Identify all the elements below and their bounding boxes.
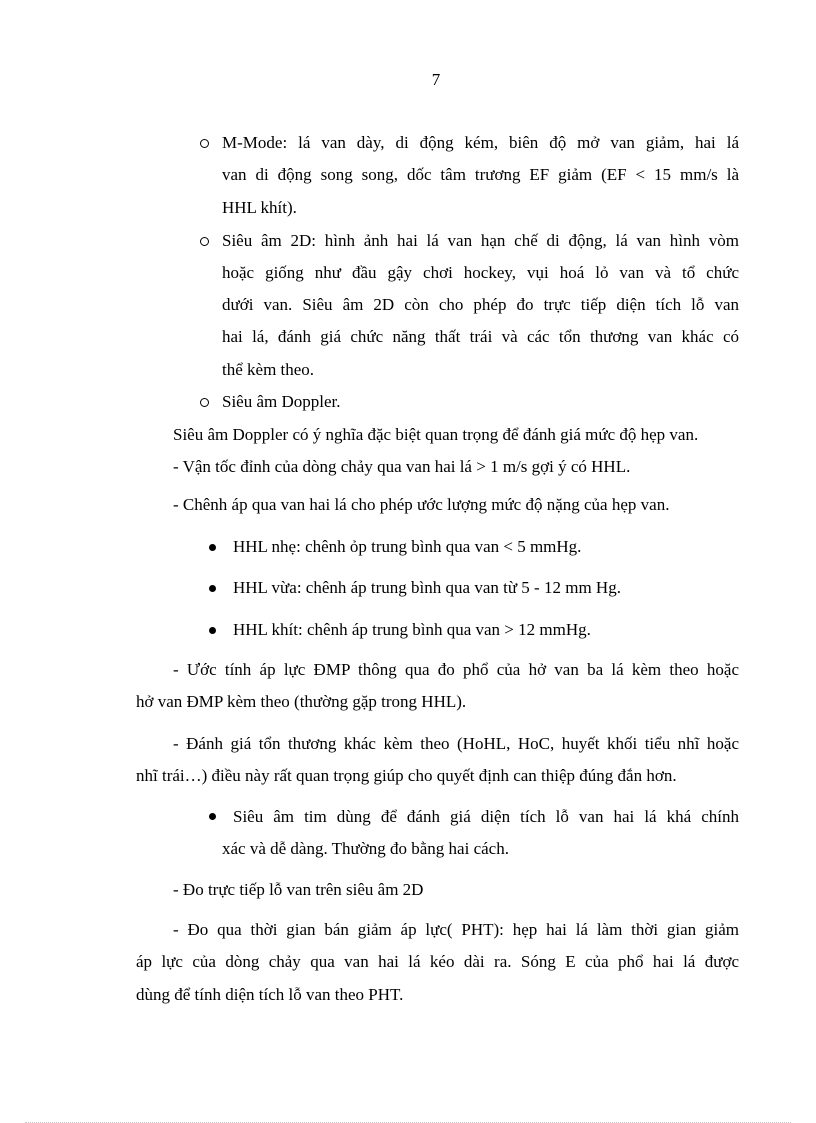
doppler-item: Siêu âm Doppler. [222,392,341,411]
dot-bullet-icon [209,544,216,551]
peak-velocity: - Vận tốc đỉnh của dòng chảy qua van hai lá > 1 m/s gợi ý có HHL. [173,457,631,476]
2d-line-3: dưới van. Siêu âm 2D còn cho phép đo trực tiếp diện tích lỗ van [222,295,739,314]
2d-line-5: thể kèm theo. [222,360,315,379]
pap-line-2: hở van ĐMP kèm theo (thường gặp trong HHL). [136,692,467,711]
page-number: 7 [431,70,441,89]
lesions-line-1: - Đánh giá tổn thương khác kèm theo (HoHL, HoC, huyết khối tiểu nhĩ hoặc [173,734,739,753]
doppler-intro: Siêu âm Doppler có ý nghĩa đặc biệt quan trọng để đánh giá mức độ hẹp van. [173,425,699,444]
pht-line-2: áp lực của dòng chảy qua van hai lá kéo dài ra. Sóng E của phổ hai lá được [136,952,739,971]
area-bullet-line-2: xác và dễ dàng. Thường đo bằng hai cách. [222,839,509,858]
m-mode-line-2: van di động song song, dốc tâm trương EF giảm (EF < 15 mm/s là [222,165,739,184]
dot-bullet-icon [209,627,216,634]
circle-bullet-icon [200,237,209,246]
pressure-gradient: - Chênh áp qua van hai lá cho phép ước lượng mức độ nặng của hẹp van. [173,495,670,514]
pht-line-3: dùng để tính diện tích lỗ van theo PHT. [136,985,404,1004]
2d-line-2: hoặc giống như đầu gậy chơi hockey, vụi hoá lỏ van và tổ chức [222,263,739,282]
2d-line-1: Siêu âm 2D: hình ảnh hai lá van hạn chế di động, lá van hình vòm [222,231,739,250]
m-mode-line-3: HHL khít). [222,198,297,217]
direct-2d: - Đo trực tiếp lỗ van trên siêu âm 2D [173,880,424,899]
2d-line-4: hai lá, đánh giá chức năng thất trái và các tổn thương van khác có [222,327,739,346]
area-bullet-line-1: Siêu âm tim dùng để đánh giá diện tích lỗ van hai lá khá chính [233,807,739,826]
circle-bullet-icon [200,398,209,407]
m-mode-line-1: M-Mode: lá van dày, di động kém, biên độ mở van giảm, hai lá [222,133,739,152]
severity-severe: HHL khít: chênh áp trung bình qua van > 12 mmHg. [233,620,591,639]
circle-bullet-icon [200,139,209,148]
lesions-line-2: nhĩ trái…) điều này rất quan trọng giúp cho quyết định can thiệp đúng đắn hơn. [136,766,677,785]
severity-moderate: HHL vừa: chênh áp trung bình qua van từ 5 - 12 mm Hg. [233,578,621,597]
dot-bullet-icon [209,813,216,820]
pap-line-1: - Ước tính áp lực ĐMP thông qua đo phổ của hở van ba lá kèm theo hoặc [173,660,739,679]
pht-line-1: - Đo qua thời gian bán giảm áp lực( PHT): hẹp hai lá làm thời gian giảm [173,920,739,939]
severity-mild: HHL nhẹ: chênh ỏp trung bình qua van < 5 mmHg. [233,537,582,556]
dot-bullet-icon [209,585,216,592]
